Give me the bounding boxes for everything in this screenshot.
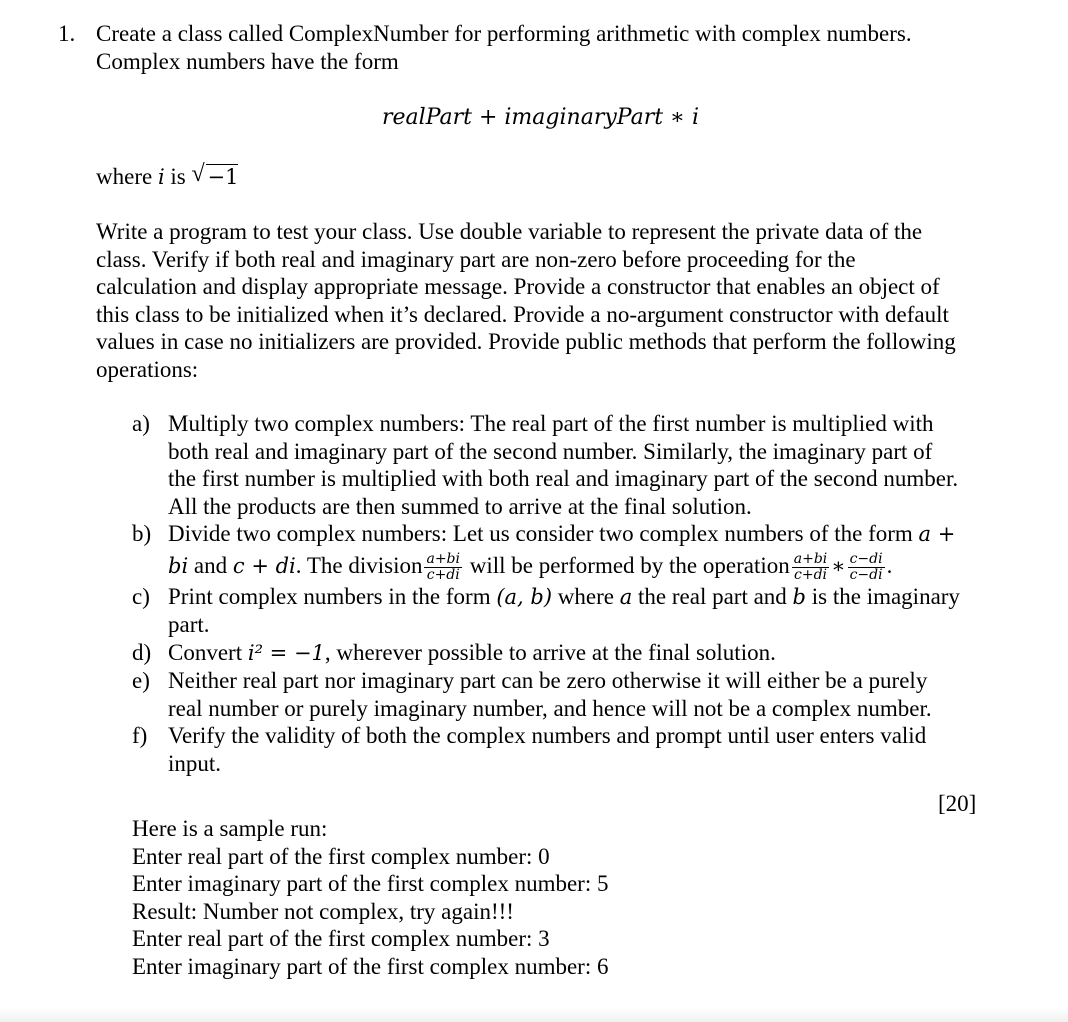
sample-line: Enter real part of the first complex number: 0 <box>132 843 550 869</box>
item-line: All the products are then summed to arrive at the final solution. <box>168 493 752 519</box>
item-line: Verify the validity of both the complex numbers and prompt until user enters valid <box>168 723 927 749</box>
item-text: Print complex numbers in the form <box>168 583 497 609</box>
item-line: the first number is multiplied with both real and imaginary part of the second number. <box>168 466 959 491</box>
item-text: . The division <box>295 552 423 578</box>
math-c-plus-di: c + di <box>232 553 296 578</box>
math-b: b <box>792 584 806 609</box>
math-pair: (a, b) <box>496 584 553 609</box>
fraction-numerator: a+bi <box>426 550 461 567</box>
item-text: is the imaginary <box>806 583 960 609</box>
math-a: a <box>619 584 633 609</box>
math-i-squared: i² = −1 <box>247 640 325 665</box>
fraction-numerator: a+bi <box>793 550 828 567</box>
item-text: Convert <box>168 639 248 665</box>
fraction-denominator: c+di <box>794 566 828 583</box>
sample-line: Enter imaginary part of the first complex number: 6 <box>132 953 609 979</box>
item-line: input. <box>168 750 222 776</box>
item-label: a) <box>132 411 150 436</box>
item-label: b) <box>132 521 152 546</box>
question-intro <box>96 20 912 75</box>
item-line: Neither real part nor imaginary part can be zero otherwise it will either be a purely <box>168 668 928 694</box>
sample-line: Result: Number not complex, try again!!! <box>132 898 514 924</box>
item-line: real number or purely imaginary number, and hence will not be a complex number. <box>168 695 932 721</box>
fraction-denominator: c+di <box>426 566 460 583</box>
fraction-division <box>424 552 462 583</box>
item-line <box>168 583 960 612</box>
item-label: f) <box>132 723 148 749</box>
paragraph-line: operations: <box>96 356 199 382</box>
item-line: part. <box>168 612 210 638</box>
item-line <box>168 639 960 668</box>
list-item-f <box>132 722 960 777</box>
radical-sign: √ <box>191 161 205 187</box>
sample-line: Enter real part of the first complex number: 3 <box>132 926 550 951</box>
item-line <box>168 549 960 583</box>
list-item-d <box>132 639 960 668</box>
sample-line: Enter imaginary part of the first complex number: 5 <box>132 871 609 896</box>
fraction-denominator: c−di <box>849 566 883 583</box>
item-text: where <box>552 583 620 609</box>
list-item-a <box>132 410 960 520</box>
sample-line: Here is a sample run: <box>132 816 328 841</box>
item-text: and <box>188 552 233 578</box>
fraction-operation-left <box>792 552 830 583</box>
paragraph-line: values in case no initializers are provided. Provide public methods that perform the following <box>96 329 956 354</box>
paragraph-line: Write a program to test your class. Use double variable to represent the private data of the <box>96 219 923 244</box>
where-variable: i <box>157 165 165 189</box>
item-text: the real part and <box>632 583 793 609</box>
item-text: . <box>886 552 893 578</box>
page-bottom-edge <box>0 1008 1068 1022</box>
radicand: −1 <box>207 165 239 189</box>
paragraph-line: class. Verify if both real and imaginary part are non-zero before proceeding for the <box>96 246 856 272</box>
list-item-c <box>132 583 960 639</box>
math-bi: bi <box>168 553 189 578</box>
where-is: is <box>170 164 186 189</box>
fraction-numerator: c−di <box>849 550 883 567</box>
sample-run <box>132 815 608 980</box>
question-number: 1. <box>58 21 76 46</box>
item-line: Multiply two complex numbers: The real part of the first number is multiplied with <box>168 411 934 436</box>
square-root <box>192 163 239 192</box>
item-label: c) <box>132 583 150 609</box>
item-line <box>168 520 960 549</box>
intro-line: Create a class called ComplexNumber for performing arithmetic with complex numbers. <box>96 21 912 46</box>
paragraph-line: this class to be initialized when it’s declared. Provide a no-argument constructor with default <box>96 301 949 327</box>
where-prefix: where <box>96 164 153 189</box>
math-a-plus: a + <box>918 522 956 546</box>
list-item-e <box>132 667 960 722</box>
description-paragraph <box>96 218 996 383</box>
marks-label: [20] <box>938 791 977 816</box>
item-text: Divide two complex numbers: Let us consider two complex numbers of the form <box>168 521 919 546</box>
complex-form-formula: realPart + imaginaryPart ∗ i <box>382 105 700 130</box>
intro-line: Complex numbers have the form <box>96 48 399 74</box>
fraction-operation-right <box>848 552 885 583</box>
item-label: d) <box>132 639 152 665</box>
item-line: both real and imaginary part of the second number. Similarly, the imaginary part of <box>168 438 933 464</box>
where-line <box>96 163 238 192</box>
operations-list <box>132 410 960 777</box>
paragraph-line: calculation and display appropriate message. Provide a constructor that enables an object of <box>96 274 940 299</box>
list-item-b <box>132 520 960 583</box>
item-text: , wherever possible to arrive at the final solution. <box>324 639 776 665</box>
item-label: e) <box>132 668 150 694</box>
item-text: will be performed by the operation <box>464 552 790 578</box>
times-operator: ∗ <box>831 553 846 578</box>
